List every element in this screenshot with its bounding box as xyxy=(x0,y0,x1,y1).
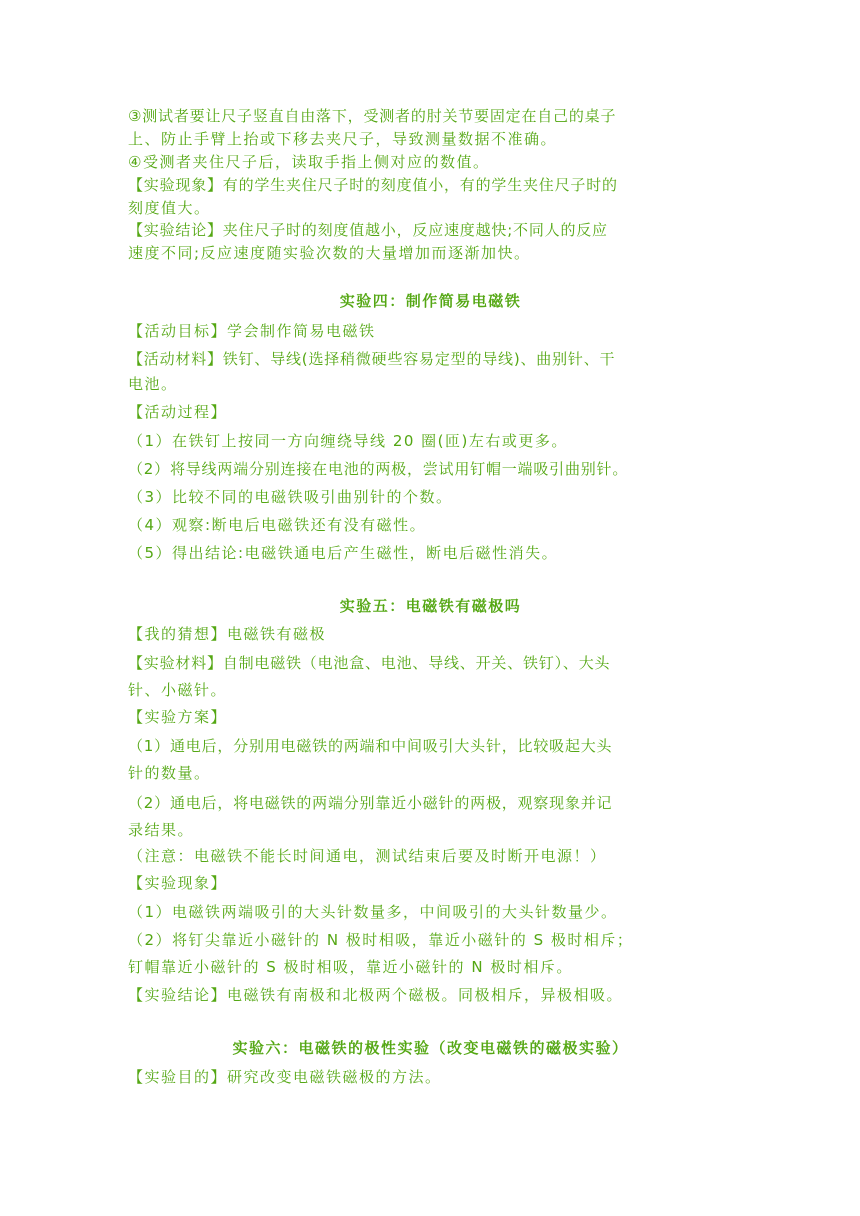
list-item: （2）将导线两端分别连接在电池的两极，尝试用钉帽一端吸引曲别针。 xyxy=(128,460,629,478)
list-item: （3）比较不同的电磁铁吸引曲别针的个数。 xyxy=(128,488,453,506)
section-heading-exp4: 实验四：制作简易电磁铁 xyxy=(339,292,522,310)
section-heading-exp5: 实验五：电磁铁有磁极吗 xyxy=(339,597,522,615)
conclusion-line: 【实验结论】夹住尺子时的刻度值越小，反应速度越快;不同人的反应 xyxy=(128,221,608,239)
process-label: 【活动过程】 xyxy=(128,403,228,421)
list-item: （4）观察:断电后电磁铁还有没有磁性。 xyxy=(128,516,427,534)
paragraph-line: 速度不同;反应速度随实验次数的大量增加而逐渐加快。 xyxy=(128,244,531,262)
list-item: （2）通电后，将电磁铁的两端分别靠近小磁针的两极，观察现象并记 xyxy=(128,794,613,812)
paragraph-line: 上、防止手臂上抬或下移去夹尺子，导致测量数据不准确。 xyxy=(128,130,558,148)
phenomenon-label: 【实验现象】 xyxy=(128,874,228,892)
paragraph-line: 钉帽靠近小磁针的 S 极时相吸，靠近小磁针的 N 极时相斥。 xyxy=(128,958,573,976)
materials-line: 【活动材料】铁钉、导线(选择稍微硬些容易定型的导线)、曲别针、干 xyxy=(128,350,616,368)
list-item: （5）得出结论:电磁铁通电后产生磁性，断电后磁性消失。 xyxy=(128,544,559,562)
plan-label: 【实验方案】 xyxy=(128,708,228,726)
purpose-line: 【实验目的】研究改变电磁铁磁极的方法。 xyxy=(128,1068,442,1086)
section-heading-exp6: 实验六：电磁铁的极性实验（改变电磁铁的磁极实验） xyxy=(232,1039,629,1057)
goal-line: 【活动目标】学会制作简易电磁铁 xyxy=(128,322,376,340)
phenomenon-line: 【实验现象】有的学生夹住尺子时的刻度值小，有的学生夹住尺子时的 xyxy=(128,176,618,194)
guess-line: 【我的猜想】电磁铁有磁极 xyxy=(128,625,327,643)
materials-line: 【实验材料】自制电磁铁（电池盒、电池、导线、开关、铁钉）、大头 xyxy=(128,654,611,672)
paragraph-line: ③测试者要让尺子竖直自由落下，受测者的肘关节要固定在自己的桌子 xyxy=(128,107,617,125)
conclusion-line: 【实验结论】电磁铁有南极和北极两个磁极。同极相斥，异极相吸。 xyxy=(128,986,624,1004)
paragraph-line: 刻度值大。 xyxy=(128,199,211,217)
paragraph-line: ④受测者夹住尺子后，读取手指上侧对应的数值。 xyxy=(128,153,490,171)
list-item: （1）通电后，分别用电磁铁的两端和中间吸引大头针，比较吸起大头 xyxy=(128,737,613,755)
list-item: （1）在铁钉上按同一方向缠绕导线 20 圈(匝)左右或更多。 xyxy=(128,432,568,450)
paragraph-line: 录结果。 xyxy=(128,821,195,839)
paragraph-line: 针、小磁针。 xyxy=(128,681,228,699)
list-item: （1）电磁铁两端吸引的大头针数量多，中间吸引的大头针数量少。 xyxy=(128,903,618,921)
paragraph-line: 电池。 xyxy=(128,375,178,393)
list-item: （2）将钉尖靠近小磁针的 N 极时相吸，靠近小磁针的 S 极时相斥； xyxy=(128,931,634,949)
paragraph-line: 针的数量。 xyxy=(128,764,211,782)
note-line: （注意：电磁铁不能长时间通电，测试结束后要及时断开电源！） xyxy=(128,847,607,865)
